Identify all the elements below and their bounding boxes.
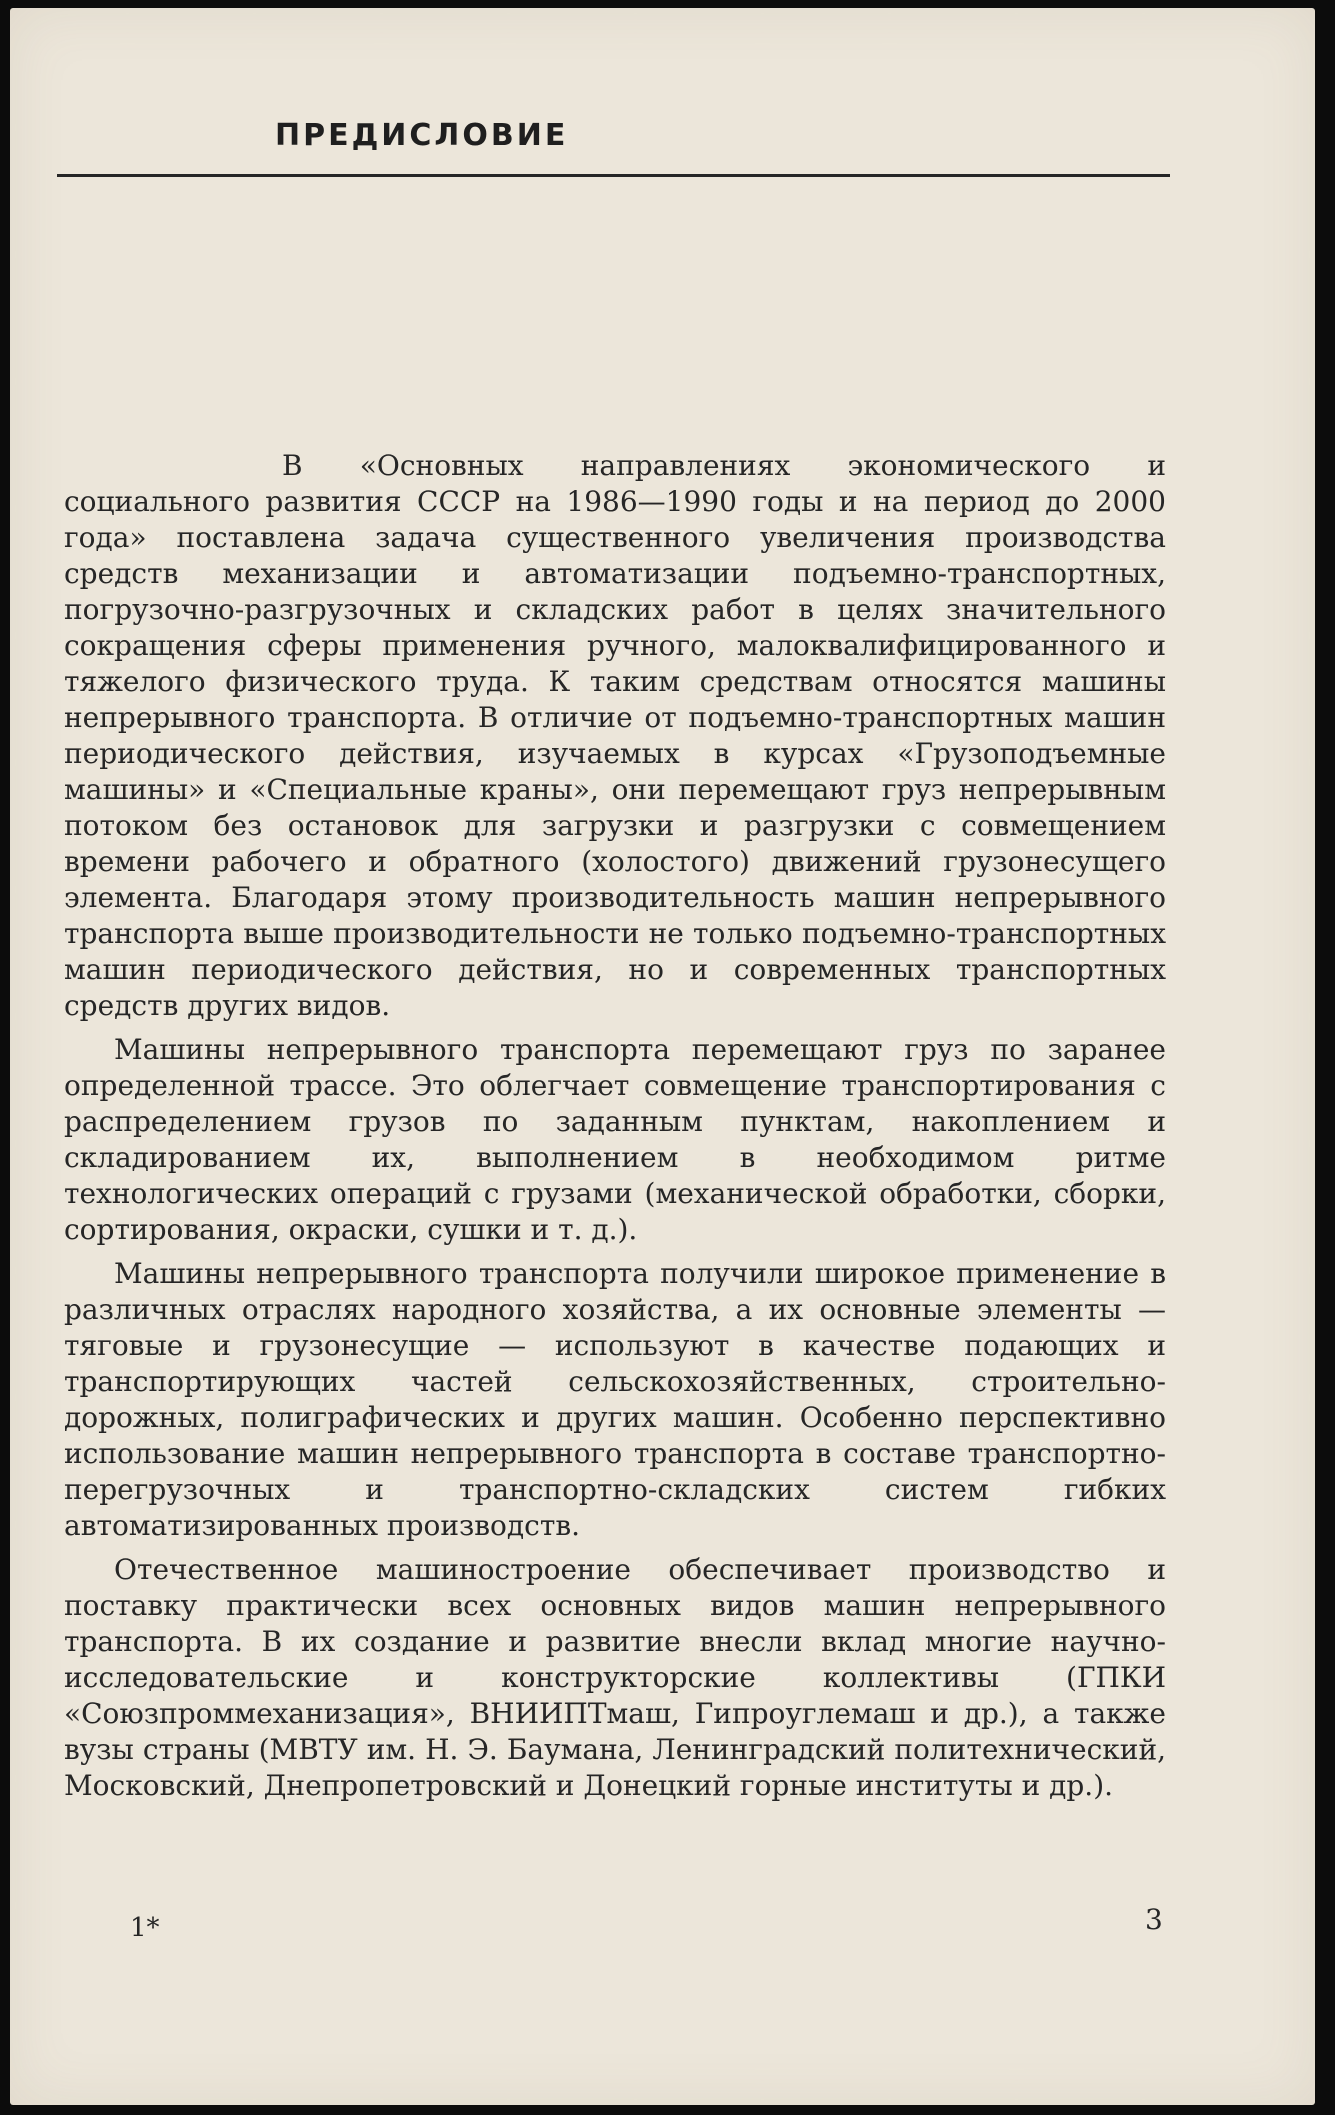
page-number: 3 [1145,1903,1163,1936]
book-page [10,8,1315,2105]
paragraph-2: Машины непрерывного транспорта перемещают груз по заранее определенной трассе. Это облегчает совмещение транспортирования с распределением грузов по заданным пунктам, накоплением и складированием их, выполнением в необходимом ритме технологических операций с грузами (механической обработки, сборки, сортирования, окраски, сушки и т. д.). [64,1033,1166,1246]
heading-rule [57,174,1170,177]
chapter-heading: ПРЕДИСЛОВИЕ [275,118,569,153]
paragraph-3: Машины непрерывного транспорта получили широкое применение в различных отраслях народного хозяйства, а их основные элементы — тяговые и грузонесущие — используют в качестве подающих и транспортирующих частей сельскохозяйственных, строительно-дорожных, полиграфических и других машин. Особенно перспективно использование машин непрерывного транспорта в составе транспортно-перегрузочных и транспортно-складских систем гибких автоматизированных производств. [64,1257,1166,1542]
signature-mark: 1* [130,1913,160,1943]
paragraph-1: В «Основных направлениях экономического и социального развития СССР на 1986—1990 годы и на период до 2000 года» поставлена задача существенного увеличения производства средств механизации и автоматизации подъемно-транспортных, погрузочно-разгрузочных и складских работ в целях значительного сокращения сферы применения ручного, малоквалифицированного и тяжелого физического труда. К таким средствам относятся машины непрерывного транспорта. В отличие от подъемно-транспортных машин периодического действия, изучаемых в курсах «Грузоподъемные машины» и «Специальные краны», они перемещают груз непрерывным потоком без остановок для загрузки и разгрузки с совмещением времени рабочего и обратного (холостого) движений грузонесущего элемента. Благодаря этому производительность машин непрерывного транспорта выше производительности не только подъемно-транспортных машин периодического действия, но и современных транспортных средств других видов. [64,449,1166,1022]
body-text [64,448,1166,1812]
paragraph-4: Отечественное машиностроение обеспечивает производство и поставку практически всех основных видов машин непрерывного транспорта. В их создание и развитие внесли вклад многие научно-исследовательские и конструкторские коллективы (ГПКИ «Союзпроммеханизация», ВНИИПТмаш, Гипроуглемаш и др.), а также вузы страны (МВТУ им. Н. Э. Баумана, Ленинградский политехнический, Московский, Днепропетровский и Донецкий горные институты и др.). [64,1553,1166,1802]
